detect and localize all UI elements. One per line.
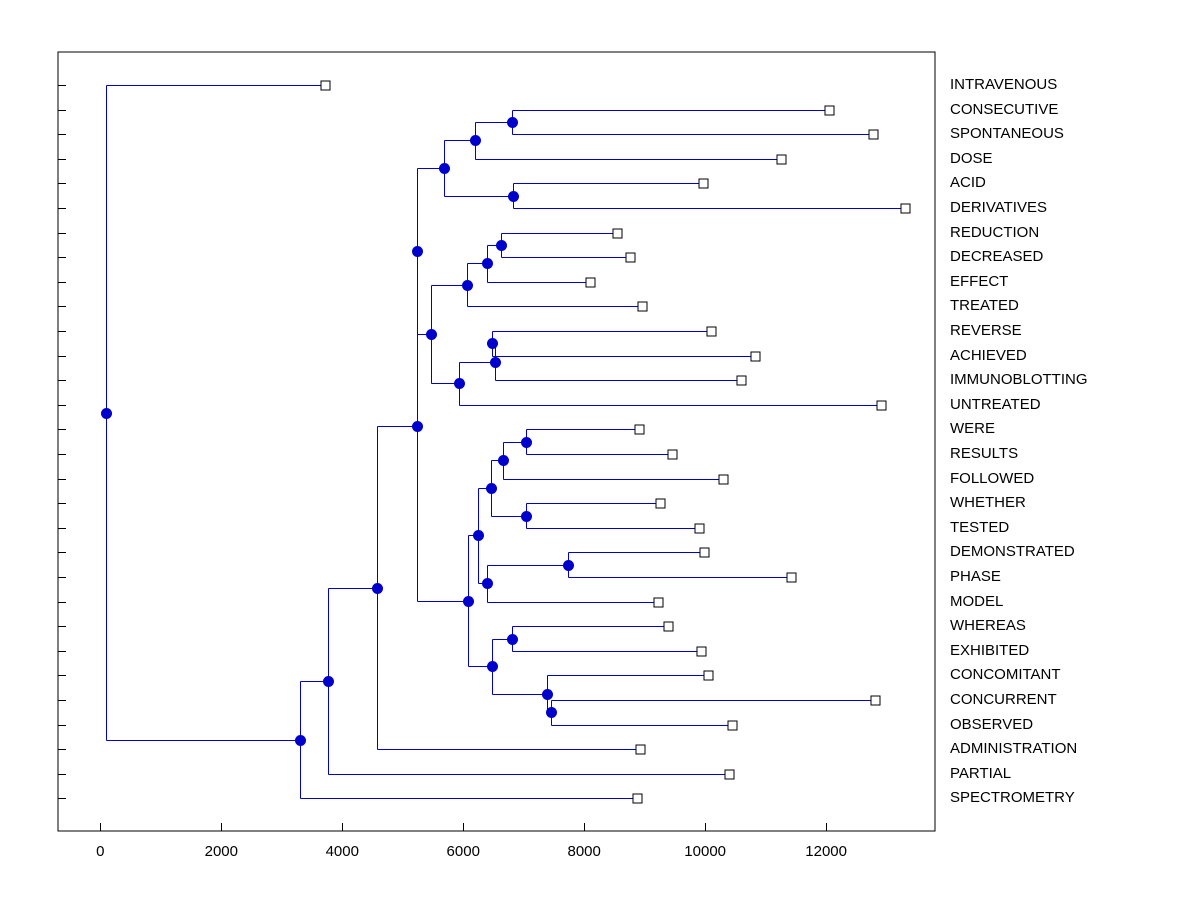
leaf-label: PARTIAL — [950, 764, 1012, 782]
leaf-label: DERIVATIVES — [950, 199, 1047, 216]
leaf-label: PHASE — [950, 568, 1001, 585]
x-tick-label: 2000 — [204, 843, 238, 860]
leaf-label: SPONTANEOUS — [950, 125, 1064, 143]
x-tick-label: 12000 — [805, 843, 847, 860]
x-tick-label: 10000 — [684, 843, 727, 860]
leaf-label: EFFECT — [950, 272, 1009, 290]
leaf-label: WHETHER — [950, 494, 1026, 512]
leaf-label: ACID — [950, 174, 986, 192]
leaf-label: WHEREAS — [950, 617, 1026, 635]
leaf-label: EXHIBITED — [950, 641, 1030, 659]
leaf-label: CONCURRENT — [950, 691, 1057, 708]
leaf-label: WERE — [950, 420, 995, 438]
x-tick-label: 4000 — [325, 843, 359, 860]
x-tick-label: 8000 — [567, 843, 601, 860]
leaf-label: REVERSE — [950, 322, 1022, 339]
x-tick-label: 0 — [96, 843, 105, 860]
leaf-label: OBSERVED — [950, 715, 1034, 733]
leaf-label: CONCOMITANT — [950, 666, 1061, 684]
leaf-label: DECREASED — [950, 248, 1044, 266]
leaf-label: CONSECUTIVE — [950, 100, 1059, 118]
leaf-label: TREATED — [950, 297, 1019, 315]
leaf-label: UNTREATED — [950, 395, 1041, 413]
leaf-label: ADMINISTRATION — [950, 740, 1078, 758]
leaf-label: TESTED — [950, 518, 1010, 536]
leaf-label: DEMONSTRATED — [950, 543, 1075, 561]
leaf-label: FOLLOWED — [950, 469, 1035, 487]
leaf-label: RESULTS — [950, 445, 1019, 462]
leaf-label: DOSE — [950, 149, 993, 167]
x-tick-label: 6000 — [446, 843, 480, 860]
leaf-label: MODEL — [950, 592, 1004, 610]
leaf-label: ACHIEVED — [950, 346, 1027, 364]
leaf-label: SPECTROMETRY — [950, 789, 1075, 807]
leaf-label: REDUCTION — [950, 223, 1040, 241]
leaf-label: IMMUNOBLOTTING — [950, 371, 1088, 389]
leaf-label: INTRAVENOUS — [950, 76, 1058, 93]
